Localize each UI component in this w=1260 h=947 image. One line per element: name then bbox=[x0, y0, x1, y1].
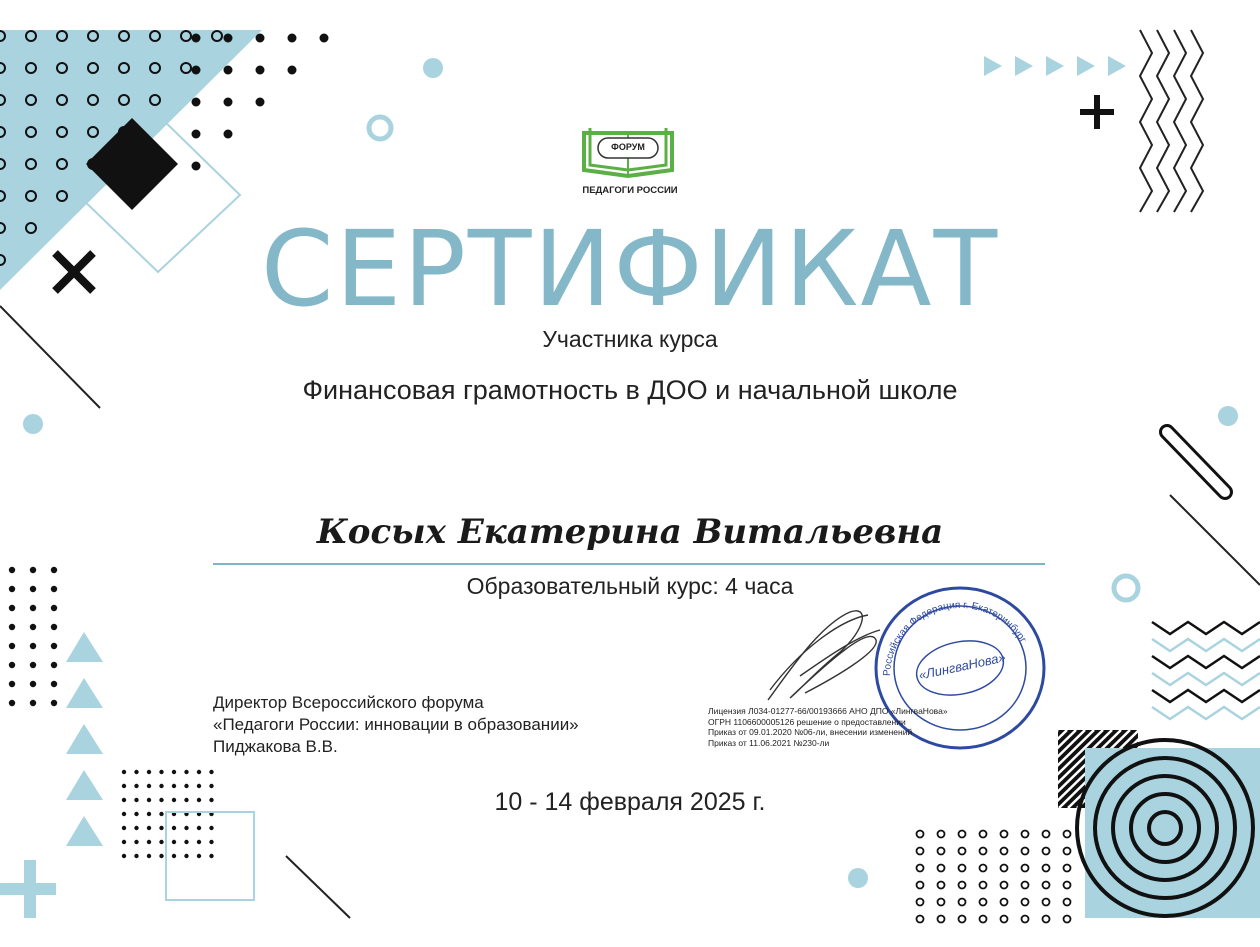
course-dates: 10 - 14 февраля 2025 г. bbox=[494, 788, 766, 816]
svg-text:Российская Федерация г. Екатер: Российская Федерация г. Екатеринбург bbox=[881, 599, 1029, 677]
logo-badge-text: ФОРУМ bbox=[611, 142, 645, 152]
director-forum: «Педагоги России: инновации в образовании» bbox=[213, 715, 579, 734]
director-name: Пиджакова В.В. bbox=[213, 737, 338, 756]
name-underline bbox=[213, 563, 1045, 565]
capsule-outline-shape bbox=[1167, 432, 1225, 492]
diagonal-line-bottom bbox=[286, 856, 350, 918]
vertical-zigzag-shape bbox=[1140, 30, 1203, 212]
license-block bbox=[708, 706, 948, 748]
course-hours: Образовательный курс: 4 часа bbox=[466, 573, 794, 599]
ring-shape bbox=[369, 117, 391, 139]
logo-caption: ПЕДАГОГИ РОССИИ bbox=[582, 185, 678, 196]
recipient-name: Косых Екатерина Витальевна bbox=[316, 512, 944, 552]
small-dot bbox=[1218, 406, 1238, 426]
small-dot bbox=[23, 414, 43, 434]
license-line: Лицензия Л034-01277-66/00193666 АНО ДПО «ЛингваНова» bbox=[708, 706, 948, 716]
plus-icon bbox=[0, 860, 56, 918]
director-block bbox=[213, 692, 579, 758]
certificate-title: СЕРТИФИКАТ bbox=[260, 208, 1000, 330]
stamp-center-text: «ЛингваНова» bbox=[917, 649, 1007, 683]
license-line: Приказ от 11.06.2021 №230-ли bbox=[708, 737, 830, 748]
certificate-subtitle: Участника курса bbox=[542, 326, 718, 352]
small-dot bbox=[423, 58, 443, 78]
horizontal-zigzag-shape bbox=[1152, 622, 1260, 719]
course-name: Финансовая грамотность в ДОО и начальной школе bbox=[302, 375, 958, 405]
director-title: Директор Всероссийского форума bbox=[213, 693, 484, 712]
small-dot bbox=[848, 868, 868, 888]
arrow-row-shape bbox=[984, 56, 1126, 76]
license-line: Приказ от 09.01.2020 №06-ли, внесении изменений bbox=[708, 727, 913, 737]
forum-logo bbox=[584, 128, 672, 176]
plus-icon bbox=[1080, 95, 1114, 129]
hollow-dot-grid bbox=[917, 831, 1071, 923]
signature-mark bbox=[768, 611, 880, 700]
license-line: ОГРН 1106600005126 решение о предоставлении bbox=[708, 716, 906, 727]
